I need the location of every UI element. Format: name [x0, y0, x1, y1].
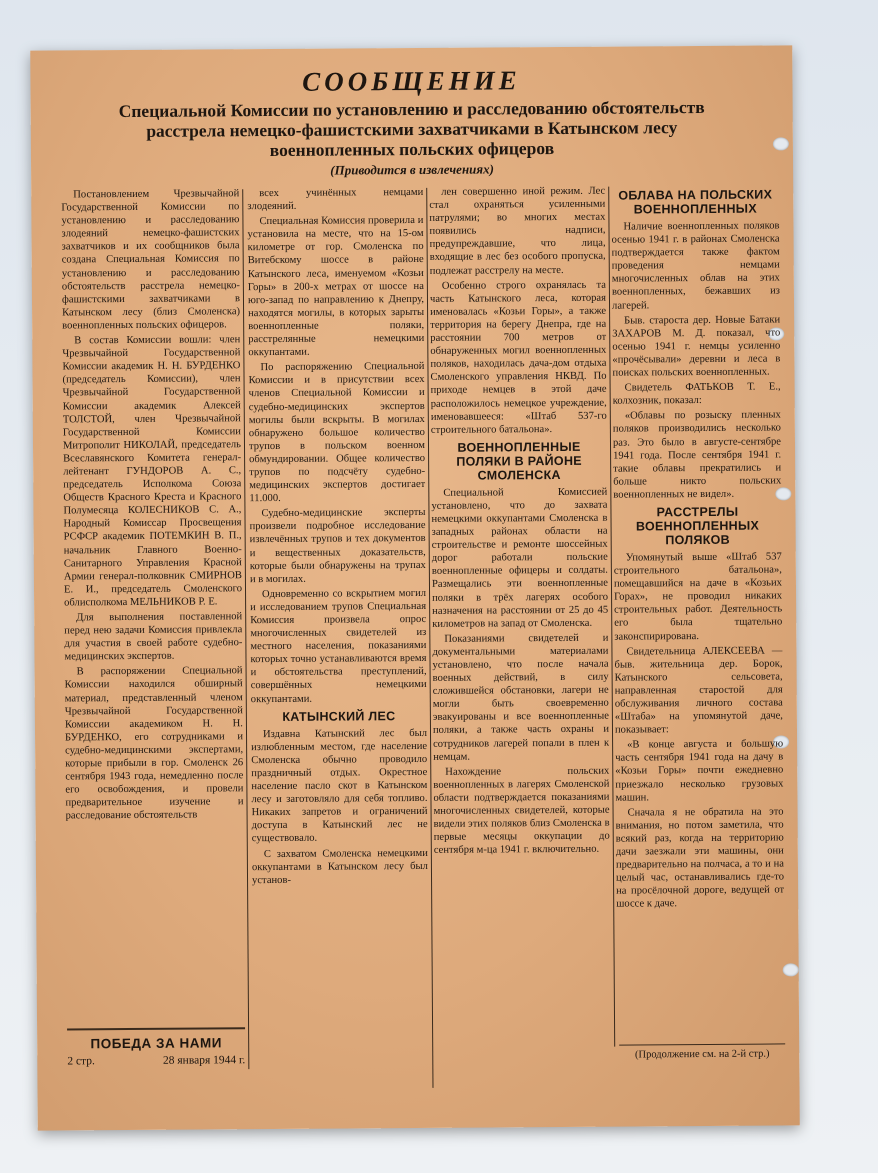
paragraph: Нахождение польских военнопленных в лагерях Смоленской области подтверждается показаниями многочисленных свидетелей, которые видели этих поляков близ Смоленска в первые месяцы оккупации до сентября м-ца 1941 г. включительно.: [433, 765, 610, 857]
paragraph: «В конце августа и большую часть сентября 1941 года на дачу в «Козьи Горы» почти ежедневно приезжало несколько грузовых машин.: [615, 738, 784, 804]
paragraph: По распоряжению Специальной Комиссии и в присутствии всех членов Специальной Комиссии и судебно-медицинских экспертов могилы были вскрыты. В могилах обнаружено большое количество трупов в польском военном обмундировании. Общее количество трупов по подсчёту судебно-медицинских экспертов достигает 11.000.: [248, 361, 426, 505]
column-3: [429, 185, 611, 1086]
issue-date: 28 января 1944 г.: [162, 1054, 246, 1067]
page-subtitle: Специальной Комиссии по установлению и расследованию обстоятельств расстрела немецко-фашистскими захватчиками в Катынском лесу военнопленных польских офицеров: [118, 96, 705, 161]
section-heading: ОБЛАВА НА ПОЛЬСКИХ ВОЕННОПЛЕННЫХ: [618, 187, 773, 217]
section-heading: РАССТРЕЛЫ ВОЕННОПЛЕННЫХ ПОЛЯКОВ: [635, 504, 760, 548]
section-heading: ВОЕННОПЛЕННЫЕ ПОЛЯКИ В РАЙОНЕ СМОЛЕНСКА: [456, 439, 582, 483]
page-number: 2 стр.: [67, 1055, 95, 1068]
paragraph: Постановлением Чрезвычайной Государственной Комиссии по установлению и расследованию злодеяний немецко-фашистских захватчиков и их сообщников была создана Специальная Комиссия по установлению и расследованию обстоятельств расстрела немецко-фашистскими захватчиками в Катынском лесу (близ Смоленска) военнопленных польских офицеров.: [61, 188, 241, 332]
column-1: [61, 187, 245, 1020]
paragraph: Показаниями свидетелей и документальными материалами установлено, что после начала военных действий, в силу сложившейся обстановки, лагери не могли быть своевременно эвакуированы и все военнопленные поляки, а также часть охраны и сотрудников лагерей попали в плен к немцам.: [432, 632, 610, 763]
paragraph: Свидетель ФАТЬКОВ Т. Е., колхозник, показал:: [612, 381, 781, 407]
paragraph: Наличие военнопленных поляков осенью 1941 г. в районах Смоленска подтверждается также фактом проведения немцами многочисленных облав на этих военнопленных, бежавших из лагерей.: [611, 220, 780, 312]
paragraph: Быв. староста дер. Новые Батаки ЗАХАРОВ М. Д. показал, что осенью 1941 г. немцы усиленно «прочёсывали» деревни и леса в поисках польских военнопленных.: [612, 314, 781, 379]
paragraph: В распоряжении Специальной Комиссии находился обширный материал, представленный членом Чрезвычайной Государственной Комиссии академиком Н. Н. БУРДЕНКО, его сотрудниками и судебно-медицинскими экспертами, которые прибыли в гор. Смоленск 26 сентября 1943 года, немедленно после его освобождения, и провели предварительное изучение и расследование обстоятельств: [64, 665, 244, 822]
page-title: СООБЩЕНИЕ: [302, 65, 521, 97]
section-heading: КАТЫНСКИЙ ЛЕС: [282, 708, 396, 724]
column-4: [611, 183, 785, 1054]
paragraph: Одновременно со вскрытием могил и исследованием трупов Специальная Комиссия произвела опрос многочисленных свидетелей из местного населения, показаниями которых точно устанавливаются время и обстоятельства преступлений, совершённых немецкими оккупантами.: [250, 587, 427, 705]
newspaper-page: [30, 45, 800, 1130]
paragraph: лен совершенно иной режим. Лес стал охраняться усиленными патрулями; во многих местах появились надписи, предупреждавшие, что лица, входящие в лес без особого пропуска, подлежат расстрелу на месте.: [429, 185, 606, 277]
paragraph: Для выполнения поставленной перед нею задачи Комиссия привлекла для участия в своей работе судебно-медицинских экспертов.: [64, 611, 243, 663]
paragraph: В состав Комиссии вошли: член Чрезвычайной Государственной Комиссии академик Н. Н. БУРДЕНКО (председатель Комиссии), член Чрезвычайной Государственной Комиссии академик Алексей ТОЛСТОЙ, член Чрезвычайной Государственной Комиссии Митрополит НИКОЛАЙ, председатель Всеславянского Комитета генерал-лейтенант ГУНДОРОВ А. С., председатель Исполкома Союза Обществ Красного Креста и Красного Полумесяца КОЛЕСНИКОВ С. А., Народный Комиссар Просвещения РСФСР академик ПОТЕМКИН В. П., начальник Главного Военно-Санитарного Управления Красной Армии генерал-полковник СМИРНОВ Е. И., председатель Смоленского облисполкома МЕЛЬНИКОВ Р. Е.: [62, 334, 243, 609]
newspaper-name: ПОБЕДА ЗА НАМИ: [90, 1035, 222, 1052]
footer-info: [67, 1054, 245, 1067]
newspaper-footer: [67, 1027, 245, 1067]
paragraph: Упомянутый выше «Штаб 537 строительного батальона», помещавшийся на даче в «Козьих Горах», не проводил никаких строительных работ. Деятельность его была тщательно законспирирована.: [613, 551, 783, 643]
paragraph: Свидетельница АЛЕКСЕЕВА — быв. жительница дер. Борок, Катынского сельсовета, направленная старостой для обслуживания личного состава «Штаба» на упомянутой даче, показывает:: [614, 645, 783, 736]
column-2: [247, 186, 429, 1087]
torn-hole-icon: [783, 963, 799, 976]
paragraph: Издавна Катынский лес был излюбленным местом, где население Смоленска обычно проводило праздничный отдых. Окрестное население пасло скот в Катынском лесу и заготовляло для себя топливо. Никаких запретов и ограничений доступа в Катынский лес не существовало.: [251, 727, 428, 845]
excerpt-note: (Приводится в извлечениях): [330, 161, 494, 178]
paragraph: Специальная Комиссия проверила и установила на месте, что на 15-ом километре от гор. Смоленска по Витебскому шоссе в районе Катынского леса, именуемом «Козьи Горы» в 200-х метрах от шоссе на юго-запад по направлению к Днепру, находятся могилы, в которых зарыты военнопленные поляки, расстрелянные немецкими оккупантами.: [247, 215, 425, 359]
paragraph: «Облавы по розыску пленных поляков производились несколько раз. Это было в августе-сентябре 1941 года. После сентября 1941 г. такие облавы прекратились и больше никто польских военнопленных не видел».: [612, 409, 782, 501]
paragraph: Особенно строго охранялась та часть Катынского леса, которая именовалась «Козьи Горы», а также территория на берегу Днепра, где на расстоянии 700 метров от обнаруженных могил военнопленных поляков, находилась дача-дом отдыха Смоленского управления НКВД. По приходе немцев в этой даче расположилось немецкое учреждение, именовавшееся: «Штаб 537-го строительного батальона».: [429, 279, 607, 436]
paragraph: Сначала я не обратила на это внимания, но потом заметила, что всякий раз, когда на территорию дачи заезжали эти машины, они предварительно на полчаса, а то и на целый час, останавливались где-то на просёлочной дороге, ведущей от шоссе к даче.: [615, 806, 785, 911]
paragraph: Специальной Комиссией установлено, что до захвата немецкими оккупантами Смоленска в западных районах области на строительстве и ремонте шоссейных дорог работали польские военнопленные офицеры и солдаты. Размещались эти военнопленные поляки в трёх лагерях особого назначения на расстоянии от 25 до 45 километров на запад от Смоленска.: [431, 486, 609, 630]
paragraph: Судебно-медицинские эксперты произвели подробное исследование извлечённых трупов и тех документов и вещественных доказательств, которые были обнаружены на трупах и в могилах.: [249, 507, 426, 585]
continued-note: (Продолжение см. на 2-й стр.): [619, 1043, 785, 1060]
paragraph: всех учинённых немцами злодеяний.: [247, 186, 424, 213]
masthead: [30, 63, 793, 180]
paragraph: С захватом Смоленска немецкими оккупантами в Катынском лесу был установ-: [251, 847, 428, 886]
